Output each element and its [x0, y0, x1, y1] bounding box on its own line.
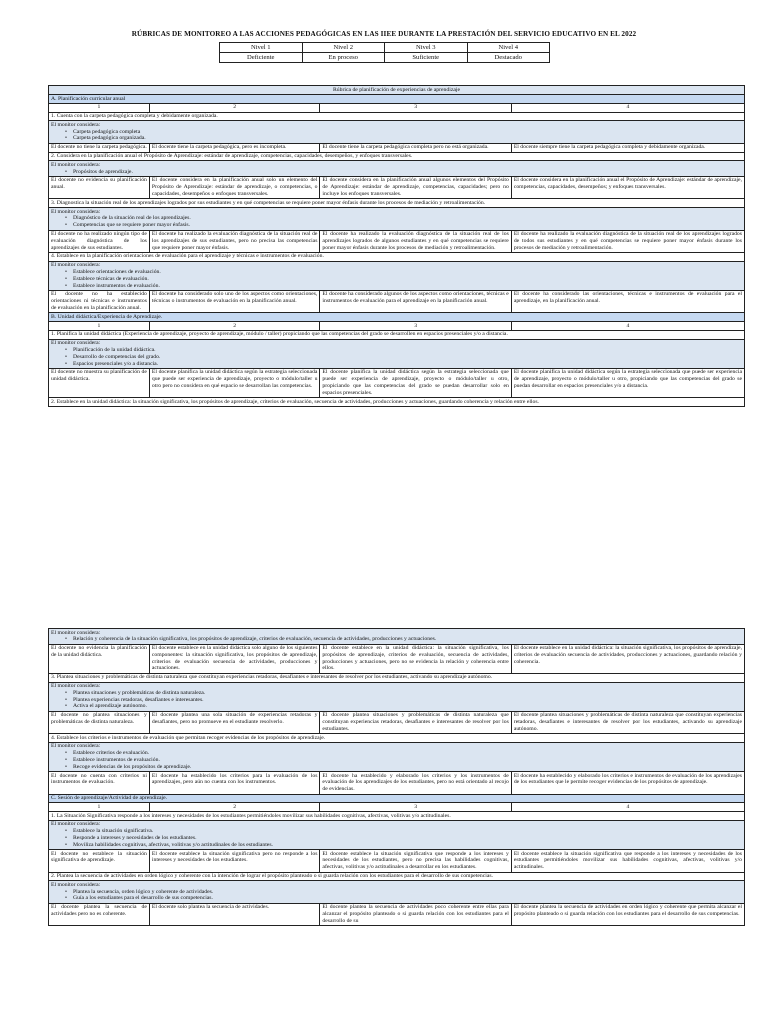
column-number: 1: [49, 803, 150, 812]
level-descriptor-row: [49, 644, 745, 673]
consider-row: [49, 261, 745, 290]
consider-list: [51, 269, 742, 289]
level-2-descriptor: El docente considera en la planificación anual solo un elemento del Propósito de Aprendizaje: estándar de aprendizaje, o competencias, o capacidades, desempeños o enfoques transversales.: [149, 176, 320, 198]
column-number: 1: [49, 103, 150, 112]
column-number: 4: [511, 103, 744, 112]
consider-item: • Establece técnicas de evaluación.: [73, 276, 742, 283]
consider-box: [49, 339, 745, 368]
level-1-descriptor: El docente no cuenta con criterios ni instrumentos de evaluación.: [49, 772, 150, 794]
rubric-table-page-2: [48, 628, 745, 926]
level-2-descriptor: El docente planifica la unidad didáctica según la estrategia seleccionada que puede ser experiencia de aprendizaje, proyecto o módulo/taller u otro pero no considera en qué espacio se desarrollan las competencias.: [149, 368, 320, 397]
consider-row: [49, 121, 745, 143]
level-3-descriptor: El docente planifica la unidad didáctica según la estrategia seleccionada que puede ser experiencia de aprendizaje, proyecto o módulo/taller u otro, propiciando que las competencias del grado se puedan desarrollar solo en espacios presenciales.: [320, 368, 511, 397]
section-row: [49, 794, 745, 803]
consider-item: • Establece instrumentos de evaluación.: [73, 283, 742, 290]
consider-item: • Establece orientaciones de evaluación.: [73, 269, 742, 276]
level-name: Nivel 3: [385, 43, 468, 53]
consider-box: [49, 742, 745, 771]
criterion-title-row: [49, 673, 745, 682]
level-1-descriptor: El docente no ha realizado ningún tipo de evaluación diagnóstica de los aprendizajes de sus estudiantes.: [49, 230, 150, 252]
consider-item: • Carpeta pedagógica organizada.: [73, 135, 742, 142]
level-name: Nivel 2: [302, 43, 385, 53]
consider-list: [51, 636, 742, 643]
consider-item: • Desarrollo de competencias del grado.: [73, 354, 742, 361]
level-descriptor-row: [49, 176, 745, 198]
criterion-title-row: [49, 398, 745, 407]
level-2-descriptor: El docente ha establecido los criterios para la evaluación de los aprendizajes, pero aún no cuenta con los instrumentos.: [149, 772, 320, 794]
consider-item: • Guía a los estudiantes para el desarrollo de sus competencias.: [73, 895, 742, 902]
level-1-descriptor: El docente plantea la secuencia de actividades pero no es coherente.: [49, 903, 150, 925]
column-number: 3: [320, 103, 511, 112]
consider-item: • Diagnóstico de la situación real de los aprendizajes.: [73, 215, 742, 222]
consider-box: [49, 261, 745, 290]
rubric-title: Rúbrica de planificación de experiencias de aprendizaje: [49, 86, 745, 95]
level-3-descriptor: El docente tiene la carpeta pedagógica completa pero no está organizada.: [320, 143, 511, 152]
level-1-descriptor: El docente no ha establecido orientaciones ni técnicas e instrumentos de evaluación en la planificación anual.: [49, 290, 150, 312]
section-title: B. Unidad didáctica/Experiencia de Aprendizaje.: [49, 313, 745, 322]
criterion-title: 2. Plantea la secuencia de actividades en orden lógico y coherente con la intención de lograr el propósito planteado o si guarda relación con los estudiantes para el desarrollo de sus competencias.: [49, 872, 745, 881]
criterion-title-row: [49, 812, 745, 821]
level-descriptor-row: [49, 711, 745, 733]
consider-item: • Recoge evidencias de los propósitos de aprendizaje.: [73, 764, 742, 771]
consider-label: El monitor considera:: [51, 340, 101, 347]
level-descriptor-row: [49, 903, 745, 925]
consider-item: • Establece instrumentos de evaluación.: [73, 757, 742, 764]
rubric-header-row: [49, 86, 745, 95]
criterion-title: 2. Establece en la unidad didáctica: la situación significativa, los propósitos de aprendizaje, criterios de evaluación, secuencia de actividades, producciones y actuaciones, guardando coherencia y relación entre ellos.: [49, 398, 745, 407]
level-descriptor-row: [49, 772, 745, 794]
level-3-descriptor: El docente ha establecido y elaborado los criterios y los instrumentos de evaluación de los aprendizajes de los estudiantes, pero no está orientado al recojo de evidencias.: [320, 772, 511, 794]
column-number: 2: [149, 103, 320, 112]
level-1-descriptor: El docente no evidencia la planificación de la unidad didáctica.: [49, 644, 150, 673]
consider-item: • Plantea experiencias retadoras, desafiantes e interesantes.: [73, 697, 742, 704]
criterion-title-row: [49, 199, 745, 208]
column-number: 2: [149, 322, 320, 331]
criterion-title: 4. Establece en la planificación orientaciones de evaluación para el aprendizaje y técnicas e instrumentos de evaluación.: [49, 252, 745, 261]
consider-row: [49, 820, 745, 849]
level-2-descriptor: El docente solo plantea la secuencia de actividades.: [149, 903, 320, 925]
level-4-descriptor: El docente ha realizado la evaluación diagnóstica de la situación real de los aprendizajes logrados de todos sus estudiantes y en qué competencias se requiere poner mayor énfasis durante los procesos de mediación y retroalimentación.: [511, 230, 744, 252]
consider-item: • Propósitos de aprendizaje.: [73, 169, 742, 176]
level-4-descriptor: El docente ha establecido y elaborado los criterios e instrumentos de evaluación de los aprendizajes de los estudiantes que le permite recoger evidencias de los propósitos de aprendizaje.: [511, 772, 744, 794]
level-descriptor-row: [49, 368, 745, 397]
level-4-descriptor: El docente ha considerado las orientaciones, técnicas e instrumentos de evaluación para el aprendizaje, en la planificación anual.: [511, 290, 744, 312]
criterion-title-row: [49, 330, 745, 339]
consider-label: El monitor considera:: [51, 629, 101, 636]
level-4-descriptor: El docente considera en la planificación anual el Propósito de Aprendizaje: estándar de aprendizaje, competencias, capacidades, desempeños; y enfoques transversales.: [511, 176, 744, 198]
level-descriptor: En proceso: [302, 53, 385, 63]
consider-list: [51, 215, 742, 229]
level-3-descriptor: El docente considera en la planificación anual algunos elementos del Propósito de Aprendizaje: estándar de aprendizaje, competencias, capacidades; pero no incluye los enfoques transversales.: [320, 176, 511, 198]
level-4-descriptor: El docente establece en la unidad didáctica: la situación significativa, los propósitos de aprendizaje, criterios de evaluación secuencia de actividades, producciones y actuaciones, guardando relación y coherencia.: [511, 644, 744, 673]
consider-list: [51, 828, 742, 848]
consider-item: • Espacios presenciales y/o a distancia.: [73, 361, 742, 368]
consider-list: [51, 347, 742, 367]
consider-item: • Establece criterios de evaluación.: [73, 750, 742, 757]
criterion-title: 3. Plantea situaciones y problemáticas de distinta naturaleza que constituyan experiencias retadoras, desafiantes e interesantes de resolver por los estudiantes, activando su aprendizaje autónomo.: [49, 673, 745, 682]
consider-item: • Responde a intereses y necesidades de los estudiantes.: [73, 835, 742, 842]
level-descriptor: Suficiente: [385, 53, 468, 63]
criterion-title-row: [49, 252, 745, 261]
consider-box: [49, 161, 745, 177]
consider-row: [49, 161, 745, 177]
consider-label: El monitor considera:: [51, 121, 101, 128]
level-descriptor: Destacado: [467, 53, 550, 63]
consider-label: El monitor considera:: [51, 208, 101, 215]
level-1-descriptor: El docente no evidencia su planificación anual.: [49, 176, 150, 198]
level-3-descriptor: El docente plantea situaciones y problemáticas de distinta naturaleza que constituyan experiencias retadoras, desafiantes e interesantes de resolver por los estudiantes.: [320, 711, 511, 733]
consider-box: [49, 208, 745, 230]
criterion-title-row: [49, 152, 745, 161]
criterion-title: 4. Establece los criterios e instrumentos de evaluación que permitan recoger evidencias de los propósitos de aprendizaje.: [49, 734, 745, 743]
level-1-descriptor: El docente no muestra su planificación de unidad didáctica.: [49, 368, 150, 397]
section-row: [49, 313, 745, 322]
consider-item: • Establece la situación significativa.: [73, 828, 742, 835]
criterion-title: 2. Considera en la planificación anual el Propósito de Aprendizaje: estándar de aprendizaje, competencias, capacidades, desempeños, y enfoques transversales.: [49, 152, 745, 161]
level-4-descriptor: El docente plantea situaciones y problemáticas de distinta naturaleza que constituyan experiencias retadoras, desafiantes e interesantes de resolver por los estudiantes, activando su aprendizaje autónomo.: [511, 711, 744, 733]
level-name: Nivel 4: [467, 43, 550, 53]
criterion-title: 1. Cuenta con la carpeta pedagógica completa y debidamente organizada.: [49, 112, 745, 121]
level-2-descriptor: El docente ha realizado la evaluación diagnóstica de la situación real de los aprendizajes de sus estudiantes, pero no precisa las competencias que requiere poner mayor énfasis.: [149, 230, 320, 252]
consider-list: [51, 889, 742, 903]
level-descriptor: Deficiente: [220, 53, 303, 63]
level-3-descriptor: El docente establece la situación significativa que responde a los intereses y necesidades de los estudiantes, pero no precisa las habilidades cognitivas, afectivas, volitivas y/o actitudinales a desarrollar en los estudiantes.: [320, 850, 511, 872]
level-4-descriptor: El docente plantea la secuencia de actividades en orden lógico y coherente que permita alcanzar el propósito planteado o si guarda relación con los estudiantes para el desarrollo de sus competencias.: [511, 903, 744, 925]
page-title: RÚBRICAS DE MONITOREO A LAS ACCIONES PEDAGÓGICAS EN LAS IIEE DURANTE LA PRESTACIÓN DEL SERVICIO EDUCATIVO EN EL 2022: [131, 30, 637, 38]
level-descriptor-row: [49, 230, 745, 252]
criterion-title-row: [49, 734, 745, 743]
consider-label: El monitor considera:: [51, 881, 101, 888]
level-name: Nivel 1: [220, 43, 303, 53]
rubric-body-page-1: [49, 86, 745, 407]
level-3-descriptor: El docente ha realizado la evaluación diagnóstica de la situación real de los aprendizajes logrados de algunos estudiantes y en qué competencias se requiere poner mayor énfasis durante los procesos de mediación y retroalimentación.: [320, 230, 511, 252]
consider-label: El monitor considera:: [51, 743, 101, 750]
column-number: 4: [511, 322, 744, 331]
level-descriptor-row: [49, 290, 745, 312]
criterion-title: 1. Planifica la unidad didáctica (Experiencia de aprendizaje, proyecto de aprendizaje, módulo / taller) propiciando que las competencias del grado se desarrollen en espacios presenciales y/o a distancia.: [49, 330, 745, 339]
consider-label: El monitor considera:: [51, 262, 101, 269]
consider-label: El monitor considera:: [51, 821, 101, 828]
consider-item: • Activa el aprendizaje autónomo.: [73, 703, 742, 710]
level-descriptor-row: [49, 850, 745, 872]
consider-item: • Relación y coherencia de la situación significativa, los propósitos de aprendizaje, criterios de evaluación, secuencia de actividades, producciones y actuaciones.: [73, 636, 742, 643]
consider-item: • Carpeta pedagógica completa: [73, 129, 742, 136]
level-2-descriptor: El docente plantea una sola situación de experiencias retadoras y desafiantes, pero no promueve en el estudiante resolverlo.: [149, 711, 320, 733]
consider-item: • Plantea situaciones y problemáticas de distinta naturaleza.: [73, 690, 742, 697]
level-4-descriptor: El docente planifica la unidad didáctica según la estrategia seleccionada que puede ser experiencia de aprendizaje, proyecto o módulo/taller u otro, propiciando que las competencias del grado se puedan desarrollar en espacios presenciales y/o a distancia.: [511, 368, 744, 397]
level-4-descriptor: El docente establece la situación significativa que responde a los intereses y necesidades de los estudiantes permitiéndoles movilizar sus habilidades cognitivas, afectivas, volitivas y/o actitudinales.: [511, 850, 744, 872]
column-number: 2: [149, 803, 320, 812]
consider-item: • Plantea la secuencia, orden lógico y coherente de actividades.: [73, 889, 742, 896]
levels-descriptor-row: [220, 53, 550, 63]
column-number-row: [49, 803, 745, 812]
level-2-descriptor: El docente tiene la carpeta pedagógica, pero es incompleta.: [149, 143, 320, 152]
consider-list: [51, 129, 742, 143]
level-1-descriptor: El docente no establece la situación significativa de aprendizaje.: [49, 850, 150, 872]
consider-row: [49, 742, 745, 771]
criterion-title-row: [49, 112, 745, 121]
section-row: [49, 95, 745, 104]
consider-list: [51, 750, 742, 770]
consider-box: [49, 682, 745, 711]
consider-row: [49, 208, 745, 230]
level-descriptor-row: [49, 143, 745, 152]
criterion-title: 1. La Situación Significativa responde a los intereses y necesidades de los estudiantes permitiéndoles movilizar sus habilidades cognitivas, afectivas, volitivas y/o actitudinales.: [49, 812, 745, 821]
levels-table: [219, 42, 550, 63]
consider-item: • Planificación de la unidad didáctica.: [73, 347, 742, 354]
column-number: 3: [320, 322, 511, 331]
consider-box: [49, 629, 745, 645]
consider-box: [49, 121, 745, 143]
level-3-descriptor: El docente ha considerado algunos de los aspectos como orientaciones, técnicas e instrumentos de evaluación para el aprendizaje en la planificación anual.: [320, 290, 511, 312]
column-number-row: [49, 322, 745, 331]
consider-box: [49, 820, 745, 849]
column-number-row: [49, 103, 745, 112]
rubric-body-page-2: [49, 629, 745, 926]
level-4-descriptor: El docente siempre tiene la carpeta pedagógica completa y debidamente organizada.: [511, 143, 744, 152]
level-3-descriptor: El docente establece en la unidad didáctica: la situación significativa, los propósitos de aprendizaje, criterios de evaluación, secuencia de actividades, producciones y actuaciones, pero no se evidencia la relación y coherencia entre ellos.: [320, 644, 511, 673]
consider-box: [49, 881, 745, 903]
rubric-table-page-1: [48, 85, 745, 407]
level-2-descriptor: El docente establece en la unidad didáctica solo alguno de los siguientes componentes: la situación significativa, los propósitos de aprendizaje, criterios de evaluación secuencia de actividades, producciones y actuaciones.: [149, 644, 320, 673]
section-title: C. Sesión de aprendizaje/Actividad de aprendizaje.: [49, 794, 745, 803]
consider-list: [51, 690, 742, 710]
column-number: 4: [511, 803, 744, 812]
consider-row: [49, 881, 745, 903]
level-1-descriptor: El docente no tiene la carpeta pedagógica.: [49, 143, 150, 152]
consider-label: El monitor considera:: [51, 683, 101, 690]
column-number: 1: [49, 322, 150, 331]
level-2-descriptor: El docente establece la situación significativa pero no responde a los intereses y necesidades de los estudiantes.: [149, 850, 320, 872]
consider-item: • Competencias que se requiere poner mayor énfasis.: [73, 222, 742, 229]
consider-item: • Moviliza habilidades cognitivas, afectivas, volitivas y/o actitudinales de los estudiantes.: [73, 842, 742, 849]
consider-row: [49, 339, 745, 368]
consider-label: El monitor considera:: [51, 161, 101, 168]
criterion-title: 3. Diagnostica la situación real de los aprendizajes logrados por sus estudiantes y en qué competencias se requiere poner mayor énfasis durante los procesos de mediación y retroalimentación.: [49, 199, 745, 208]
level-1-descriptor: El docente no plantea situaciones y problemáticas de distinta naturaleza.: [49, 711, 150, 733]
levels-name-row: [220, 43, 550, 53]
level-3-descriptor: El docente plantea la secuencia de actividades poco coherente entre ellas para alcanzar el propósito planteado o si guarda relación con los estudiantes para el desarrollo de su: [320, 903, 511, 925]
column-number: 3: [320, 803, 511, 812]
consider-row: [49, 629, 745, 645]
criterion-title-row: [49, 872, 745, 881]
level-2-descriptor: El docente ha considerado solo uno de los aspectos como orientaciones, técnicas o instrumentos de evaluación en la planificación anual.: [149, 290, 320, 312]
section-title: A. Planificación curricular anual: [49, 95, 745, 104]
consider-row: [49, 682, 745, 711]
consider-list: [51, 169, 742, 176]
